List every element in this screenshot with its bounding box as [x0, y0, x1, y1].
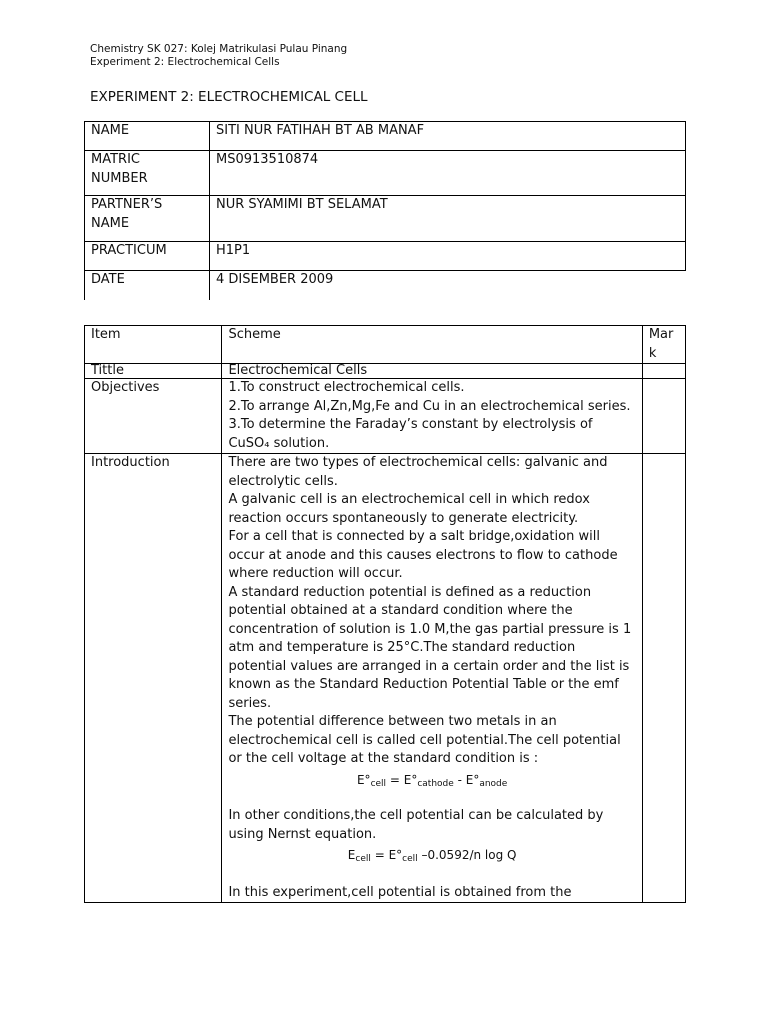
info-row-matric: [85, 151, 686, 196]
info-row-practicum: [85, 242, 686, 271]
name-label: NAME: [85, 122, 210, 151]
tittle-label: Tittle: [85, 364, 222, 379]
matric-label-line2: NUMBER: [91, 170, 148, 186]
intro-paragraph: In other conditions,the cell potential can be calculated by using Nernst equation.: [228, 808, 604, 842]
objective-item: 3.To determine the Faraday’s constant by electrolysis of CuSO₄ solution.: [228, 417, 593, 451]
tittle-row: [85, 364, 686, 379]
scheme-header-row: [85, 326, 686, 364]
introduction-text: [222, 454, 642, 903]
eq1-subscript: cathode: [417, 778, 454, 789]
introduction-mark-cell: [642, 454, 685, 903]
eq1-subscript: anode: [479, 778, 508, 789]
mark-column-header: [642, 326, 685, 364]
name-value: SITI NUR FATIHAH BT AB MANAF: [210, 122, 686, 151]
intro-paragraph: A standard reduction potential is defined as a reduction potential obtained at a standard condition where the concentration of solution is 1.0 M,the gas partial pressure is 1 atm and temperature is 25°C.The standard reduction potential values are arranged in a certain order and the list is known as the Standard Reduction Potential Table or the emf series.: [228, 584, 632, 711]
objective-item: 2.To arrange Al,Zn,Mg,Fe and Cu in an electrochemical series.: [228, 398, 631, 414]
objectives-label: Objectives: [85, 379, 222, 454]
eq2-term: –0.0592/n log Q: [417, 848, 517, 862]
intro-paragraph: For a cell that is connected by a salt bridge,oxidation will occur at anode and this causes electrons to flow to cathode where reduction will occur.: [228, 529, 618, 581]
info-row-name: [85, 122, 686, 151]
page-title: EXPERIMENT 2: ELECTROCHEMICAL CELL: [90, 89, 368, 105]
info-row-date: [85, 271, 686, 300]
eq1-subscript: cell: [370, 778, 387, 789]
eq2-term: E: [347, 848, 356, 862]
tittle-mark-cell: [642, 364, 685, 379]
scheme-column-header: Scheme: [222, 326, 642, 364]
objective-item: 1.To construct electrochemical cells.: [228, 380, 465, 395]
eq1-term: E°: [356, 772, 371, 787]
intro-paragraph: A galvanic cell is an electrochemical cell in which redox reaction occurs spontaneously to generate electricity.: [228, 492, 590, 526]
intro-paragraph: There are two types of electrochemical cells: galvanic and electrolytic cells.: [228, 455, 608, 489]
matric-value: MS0913510874: [210, 151, 686, 196]
partner-label-line2: NAME: [91, 215, 130, 231]
standard-cell-potential-equation: [228, 771, 635, 792]
eq2-subscript: cell: [355, 854, 371, 864]
header-experiment-line: Experiment 2: Electrochemical Cells: [90, 56, 280, 68]
matric-label: [85, 151, 210, 196]
eq1-term: = E°: [386, 772, 418, 787]
partner-label-line1: PARTNER’S: [91, 197, 163, 212]
item-column-header: Item: [85, 326, 222, 364]
practicum-value: H1P1: [210, 242, 686, 271]
objectives-mark-cell: [642, 379, 685, 454]
scheme-table: [84, 325, 686, 903]
eq1-term: - E°: [453, 772, 480, 787]
objectives-row: [85, 379, 686, 454]
nernst-equation: [228, 846, 635, 867]
introduction-label: Introduction: [85, 454, 222, 903]
objectives-list: [222, 379, 642, 454]
intro-paragraph: In this experiment,cell potential is obtained from the: [228, 884, 572, 900]
partner-label: [85, 196, 210, 242]
practicum-label: PRACTICUM: [85, 242, 210, 271]
eq2-subscript: cell: [402, 854, 418, 864]
header-course-line: Chemistry SK 027: Kolej Matrikulasi Pulau Pinang: [90, 43, 348, 55]
intro-paragraph: The potential difference between two metals in an electrochemical cell is called cell potential.The cell potential or the cell voltage at the standard condition is :: [228, 714, 621, 766]
eq2-term: = E°: [370, 848, 403, 862]
mark-header-line2: k: [648, 345, 657, 361]
running-header: [90, 43, 347, 69]
introduction-row: [85, 454, 686, 903]
student-info-table: [84, 121, 686, 300]
mark-header-line1: Mar: [648, 327, 674, 342]
matric-label-line1: MATRIC: [91, 152, 140, 167]
date-value: 4 DISEMBER 2009: [210, 271, 686, 300]
date-label: DATE: [85, 271, 210, 300]
partner-value: NUR SYAMIMI BT SELAMAT: [210, 196, 686, 242]
info-row-partner: [85, 196, 686, 242]
tittle-value: Electrochemical Cells: [222, 364, 642, 379]
